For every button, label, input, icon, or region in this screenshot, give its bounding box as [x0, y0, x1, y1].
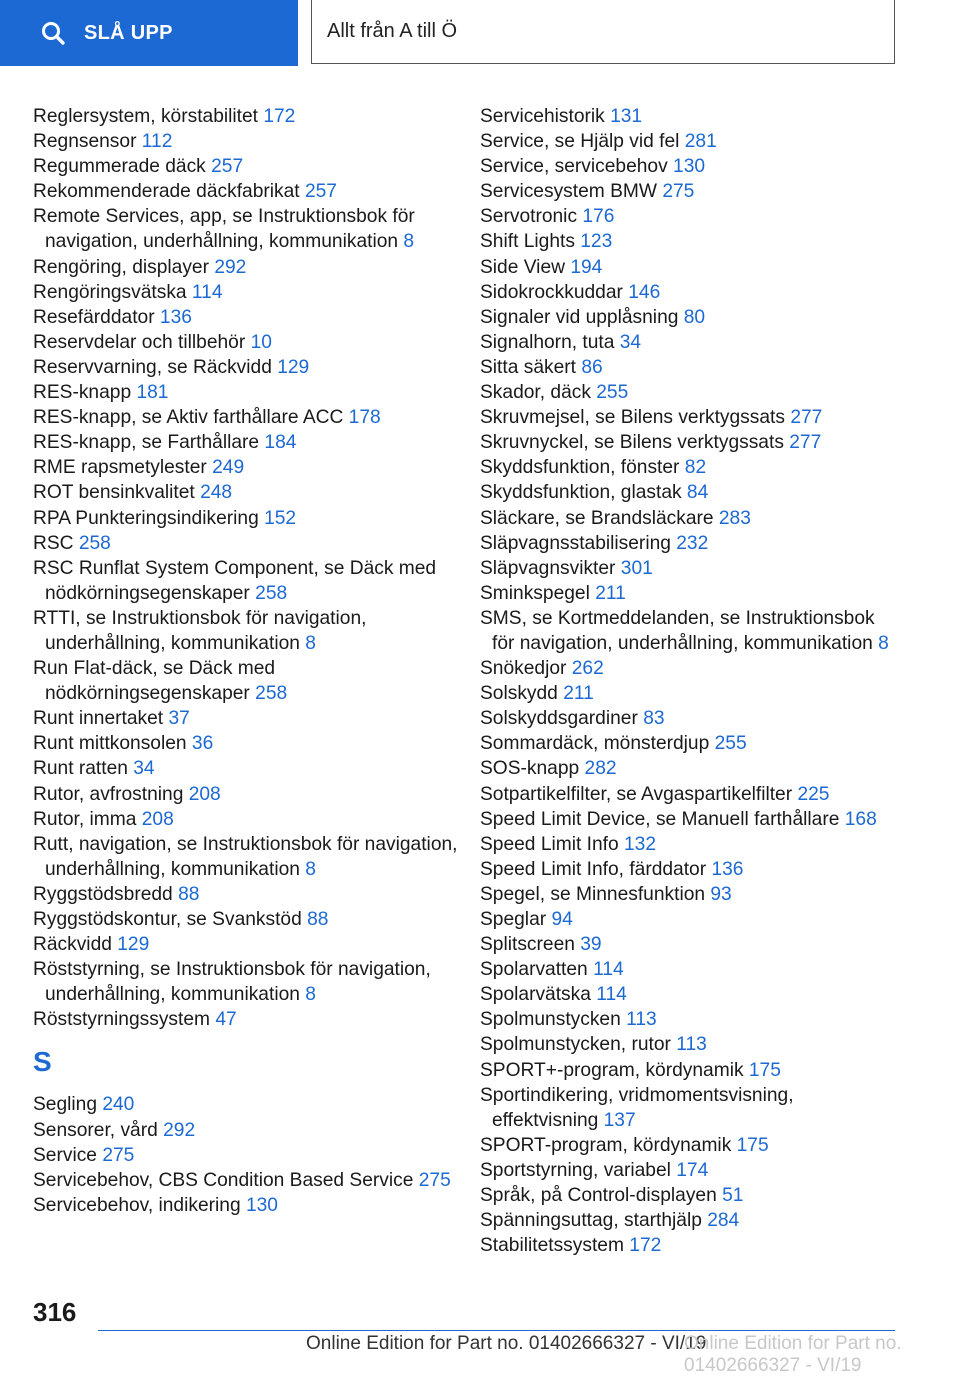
index-entry [33, 556, 458, 606]
index-entry [33, 455, 458, 480]
page-reference-link[interactable]: 292 [163, 1119, 196, 1141]
index-entry-term: Sminkspegel [480, 582, 596, 604]
index-entry-term: Servicebehov, CBS Condition Based Service [33, 1169, 419, 1191]
index-entry [33, 1143, 458, 1168]
page-reference-link[interactable]: 172 [263, 106, 296, 127]
index-entry [33, 807, 458, 832]
watermark: Online Edition for Part no. 01402666327 - VI/19 [684, 1333, 902, 1376]
page-reference-link[interactable]: 83 [643, 708, 665, 730]
index-column-left [33, 104, 458, 1218]
index-entry-term: RME rapsmetylester [33, 457, 213, 479]
page-reference-link[interactable]: 129 [277, 356, 310, 378]
index-entry [480, 882, 900, 907]
index-entry-term: RPA Punkteringsindikering [33, 507, 265, 529]
index-entry-term: Sportindikering, vridmomentsvisning, effektvisning [480, 1084, 794, 1131]
page-reference-link[interactable]: 258 [255, 582, 288, 604]
index-entry [33, 380, 458, 405]
index-list-s-continued [480, 104, 900, 1258]
page-reference-link[interactable]: 113 [626, 1009, 657, 1031]
page-reference-link[interactable]: 175 [748, 1059, 781, 1081]
page-reference-link[interactable]: 301 [620, 557, 653, 579]
page-reference-link[interactable]: 93 [710, 883, 732, 905]
index-entry [33, 129, 458, 154]
index-entry-term: Rekommenderade däckfabrikat [33, 181, 305, 203]
index-entry-term: Sportstyrning, variabel [480, 1159, 677, 1181]
index-entry [480, 1032, 900, 1057]
page-reference-link[interactable]: 277 [790, 407, 823, 429]
page-reference-link[interactable]: 8 [878, 632, 889, 654]
index-entry [480, 506, 900, 531]
index-entry [33, 882, 458, 907]
page-reference-link[interactable]: 257 [304, 181, 337, 203]
page-reference-link[interactable]: 113 [676, 1034, 707, 1056]
index-entry [480, 982, 900, 1007]
index-entry-term: Rengöring, displayer [33, 256, 215, 278]
page-reference-link[interactable]: 123 [580, 231, 613, 253]
index-entry-term: RTTI, se Instruktionsbok för navigation, underhållning, kommunikation [33, 607, 367, 654]
page-reference-link[interactable]: 174 [676, 1159, 709, 1181]
index-entry-term: Spolmunstycken, rutor [480, 1034, 677, 1056]
page-reference-link[interactable]: 258 [255, 683, 288, 705]
page-reference-link[interactable]: 168 [844, 808, 877, 830]
page-reference-link[interactable]: 47 [215, 1009, 237, 1031]
page-reference-link[interactable]: 80 [683, 306, 706, 328]
index-entry [33, 932, 458, 957]
index-entry-term: Sommardäck, mönsterdjup [480, 733, 715, 755]
index-entry-term: Signalhorn, tuta [480, 331, 620, 353]
page-reference-link[interactable]: 249 [212, 457, 245, 479]
index-entry [480, 1007, 900, 1032]
page-reference-link[interactable]: 112 [141, 131, 173, 153]
index-entry [33, 957, 458, 1007]
search-label: SLÅ UPP [84, 21, 173, 44]
page-reference-link[interactable]: 275 [102, 1144, 135, 1166]
page-reference-link[interactable]: 132 [624, 833, 657, 855]
page-reference-link[interactable]: 136 [711, 858, 744, 880]
index-entry [480, 104, 900, 129]
index-entry [480, 129, 900, 154]
index-entry [480, 405, 900, 430]
page-reference-link[interactable]: 34 [133, 758, 155, 780]
index-entry-term: Ryggstödskontur, se Svankstöd [33, 909, 308, 930]
index-entry [33, 1092, 458, 1117]
index-entry [480, 229, 900, 254]
index-entry-term: Service [33, 1144, 103, 1166]
index-entry-term: ROT bensinkvalitet [33, 482, 201, 504]
index-entry [480, 832, 900, 857]
index-entry-term: RES-knapp [33, 382, 137, 404]
index-entry [480, 179, 900, 204]
index-entry-term: Reservdelar och tillbehör [33, 331, 251, 353]
index-entry-term: Skador, däck [480, 382, 597, 404]
index-entry [480, 480, 900, 505]
page-number: 316 [33, 1297, 77, 1327]
index-entry-term: Splitscreen [480, 934, 581, 956]
page-reference-link[interactable]: 275 [418, 1169, 451, 1191]
index-entry-term: Remote Services, app, se Instruktionsbok för navigation, underhållning, kommunikation [33, 206, 415, 253]
index-entry-term: Skruvmejsel, se Bilens verktygssats [480, 407, 791, 429]
page-reference-link[interactable]: 208 [188, 783, 221, 805]
index-entry-term: Spolmunstycken [480, 1009, 627, 1031]
index-entry [33, 606, 458, 656]
page-reference-link[interactable]: 184 [264, 432, 297, 454]
page-reference-link[interactable]: 262 [571, 658, 604, 680]
page-reference-link[interactable]: 114 [191, 281, 223, 303]
index-entry [480, 706, 900, 731]
index-entry [480, 330, 900, 355]
section-letter-s: S [33, 1046, 52, 1078]
index-entry-term: Signaler vid upplåsning [480, 306, 684, 328]
page-reference-link[interactable]: 86 [581, 356, 603, 378]
index-entry-term: SPORT+-program, kördynamik [480, 1059, 749, 1081]
page-reference-link[interactable]: 281 [684, 131, 717, 153]
index-entry [480, 154, 900, 179]
index-entry-term: Speed Limit Device, se Manuell farthållare [480, 808, 845, 830]
index-entry-term: Rengöringsvätska [33, 281, 192, 303]
page-reference-link[interactable]: 88 [307, 909, 329, 930]
index-entry [480, 1183, 900, 1208]
index-entry [480, 1083, 900, 1133]
index-entry [33, 280, 458, 305]
index-entry [33, 154, 458, 179]
page-reference-link[interactable]: 82 [684, 457, 707, 479]
index-entry [33, 330, 458, 355]
index-entry [480, 731, 900, 756]
index-entry [33, 531, 458, 556]
index-entry-term: RES-knapp, se Aktiv farthållare ACC [33, 407, 349, 429]
index-entry [480, 907, 900, 932]
index-entry [480, 355, 900, 380]
index-entry [33, 480, 458, 505]
index-entry [480, 807, 900, 832]
index-list-s [33, 1092, 458, 1217]
index-entry-term: Segling [33, 1094, 103, 1116]
index-entry-term: Runt mittkonsolen [33, 733, 192, 755]
index-entry [480, 957, 900, 982]
page-reference-link[interactable]: 34 [619, 331, 642, 353]
index-entry [480, 1158, 900, 1183]
index-entry-term: Reglersystem, körstabilitet [33, 106, 264, 127]
index-entry [33, 1168, 458, 1193]
index-entry [33, 706, 458, 731]
index-entry [33, 1118, 458, 1143]
index-entry [480, 1058, 900, 1083]
index-entry [33, 405, 458, 430]
index-entry-term: Ryggstödsbredd [33, 883, 179, 905]
page-reference-link[interactable]: 240 [102, 1094, 135, 1116]
index-entry [480, 581, 900, 606]
index-entry-term: Servicehistorik [480, 106, 611, 127]
page-reference-link[interactable]: 255 [714, 733, 747, 755]
page-reference-link[interactable]: 137 [603, 1109, 636, 1131]
index-entry-term: Skyddsfunktion, glastak [480, 482, 687, 504]
page-reference-link[interactable]: 232 [676, 532, 709, 554]
index-entry-term: Spänningsuttag, starthjälp [480, 1210, 708, 1232]
page-reference-link[interactable]: 248 [200, 482, 233, 504]
index-entry-term: Skruvnyckel, se Bilens verktygssats [480, 432, 790, 454]
page-reference-link[interactable]: 255 [596, 382, 629, 404]
page-reference-link[interactable]: 172 [629, 1235, 662, 1257]
index-entry-term: Servicesystem BMW [480, 181, 663, 203]
index-entry [33, 204, 458, 254]
index-entry [33, 731, 458, 756]
index-entry [33, 355, 458, 380]
page-reference-link[interactable]: 277 [789, 432, 822, 454]
page-reference-link[interactable]: 37 [168, 708, 190, 730]
index-entry [480, 204, 900, 229]
page-reference-link[interactable]: 94 [551, 909, 573, 930]
footer-divider [98, 1330, 895, 1331]
a-z-index-link[interactable] [311, 0, 895, 64]
index-entry [480, 1133, 900, 1158]
page-reference-link[interactable]: 131 [610, 106, 643, 127]
index-entry-term: Släckare, se Brandsläckare [480, 507, 719, 529]
top-bar [0, 0, 960, 66]
page-reference-link[interactable]: 8 [403, 231, 415, 253]
index-entry-term: Rutor, imma [33, 808, 142, 830]
index-entry-term: Språk, på Control-displayen [480, 1185, 723, 1207]
page-reference-link[interactable]: 211 [595, 582, 626, 604]
page-reference-link[interactable]: 129 [117, 934, 150, 956]
index-entry-term: Sotpartikelfilter, se Avgaspartikelfilter [480, 783, 798, 805]
index-entry-term: Skyddsfunktion, fönster [480, 457, 685, 479]
page-reference-link[interactable]: 8 [305, 632, 316, 654]
page-reference-link[interactable]: 284 [707, 1210, 740, 1232]
page-reference-link[interactable]: 283 [718, 507, 751, 529]
index-entry-term: Solskyddsgardiner [480, 708, 644, 730]
index-entry-term: Spegel, se Minnesfunktion [480, 883, 711, 905]
index-entry [480, 380, 900, 405]
index-entry-term: Servotronic [480, 206, 583, 228]
index-entry-term: Shift Lights [480, 231, 581, 253]
index-entry-term: Sitta säkert [480, 356, 582, 378]
index-entry-term: Run Flat-däck, se Däck med nödkörningsegenskaper [33, 658, 276, 705]
index-entry-term: Runt ratten [33, 758, 134, 780]
index-entry-term: Släpvagnsstabilisering [480, 532, 677, 554]
index-entry [33, 832, 458, 882]
index-entry [480, 681, 900, 706]
page-reference-link[interactable]: 114 [596, 984, 627, 1006]
index-entry-term: Spolarvätska [480, 984, 597, 1006]
page-reference-link[interactable]: 88 [178, 883, 200, 905]
index-entry-term: Regnsensor [33, 131, 142, 153]
page-reference-link[interactable]: 152 [264, 507, 297, 529]
index-entry [480, 656, 900, 681]
index-entry-term: Resefärddator [33, 306, 160, 328]
index-entry [480, 305, 900, 330]
page-reference-link[interactable]: 10 [250, 331, 272, 353]
a-z-label: Allt från A till Ö [327, 20, 458, 42]
page-reference-link[interactable]: 258 [78, 532, 111, 554]
search-icon [40, 20, 66, 46]
index-entry [33, 1007, 458, 1032]
page-reference-link[interactable]: 8 [305, 984, 316, 1006]
index-entry-term: Stabilitetssystem [480, 1235, 630, 1257]
page-reference-link[interactable]: 181 [136, 382, 169, 404]
page-reference-link[interactable]: 36 [191, 733, 214, 755]
index-entry-term: Rutor, avfrostning [33, 783, 189, 805]
index-entry-term: Runt innertaket [33, 708, 169, 730]
index-entry-term: Släpvagnsvikter [480, 557, 621, 579]
index-entry-term: Rutt, navigation, se Instruktionsbok för navigation, underhållning, kommunikation [33, 833, 458, 880]
index-entry [480, 756, 900, 781]
page-reference-link[interactable]: 114 [593, 959, 624, 981]
index-entry-term: Spolarvatten [480, 959, 594, 981]
page-reference-link[interactable]: 130 [673, 156, 706, 178]
index-entry [33, 907, 458, 932]
index-entry [33, 255, 458, 280]
index-list-r [33, 104, 458, 1032]
index-entry-term: Speglar [480, 909, 552, 930]
page-reference-link[interactable]: 8 [305, 858, 316, 880]
index-entry-term: SMS, se Kortmeddelanden, se Instruktionsbok för navigation, underhållning, kommunikation [480, 607, 879, 654]
index-entry [480, 1208, 900, 1233]
index-entry-term: Speed Limit Info, färddator [480, 858, 712, 880]
index-entry [33, 506, 458, 531]
index-entry [480, 1233, 900, 1258]
index-entry-term: Röststyrning, se Instruktionsbok för navigation, underhållning, kommunikation [33, 959, 431, 1006]
page-reference-link[interactable]: 178 [348, 407, 381, 429]
page-reference-link[interactable]: 175 [736, 1134, 769, 1156]
index-entry-term: Side View [480, 256, 571, 278]
index-entry [480, 255, 900, 280]
index-entry-term: Service, servicebehov [480, 156, 674, 178]
index-entry [480, 280, 900, 305]
page-reference-link[interactable]: 292 [214, 256, 247, 278]
index-entry-term: Räckvidd [33, 934, 118, 956]
index-column-right [480, 104, 900, 1258]
index-entry-term: RSC [33, 532, 79, 554]
search-button[interactable] [0, 0, 298, 66]
page-reference-link[interactable]: 136 [159, 306, 192, 328]
page-reference-link[interactable]: 146 [628, 281, 661, 303]
edition-text: Online Edition for Part no. 01402666327 - VI/19 [306, 1333, 707, 1354]
page-reference-link[interactable]: 282 [584, 758, 617, 780]
page-reference-link[interactable]: 225 [797, 783, 830, 805]
index-entry-term: Servicebehov, indikering [33, 1194, 246, 1216]
index-entry [33, 305, 458, 330]
index-entry [480, 430, 900, 455]
index-entry [480, 857, 900, 882]
page-reference-link[interactable]: 275 [662, 181, 695, 203]
page-reference-link[interactable]: 130 [245, 1194, 278, 1216]
index-entry-term: RSC Runflat System Component, se Däck med nödkörningsegenskaper [33, 557, 437, 604]
index-entry [33, 1193, 458, 1218]
index-entry-term: Solskydd [480, 683, 564, 705]
index-entry [33, 756, 458, 781]
index-entry [33, 782, 458, 807]
index-entry [480, 455, 900, 480]
index-entry-term: Röststyrningssystem [33, 1009, 216, 1031]
index-entry [480, 932, 900, 957]
index-entry [33, 179, 458, 204]
index-entry [33, 656, 458, 706]
index-entry [480, 782, 900, 807]
index-entry-term: RES-knapp, se Farthållare [33, 432, 265, 454]
index-entry-term: Sidokrockkuddar [480, 281, 629, 303]
index-entry [480, 606, 900, 656]
index-entry-term: SOS-knapp [480, 758, 585, 780]
page-reference-link[interactable]: 39 [580, 934, 602, 956]
page-reference-link[interactable]: 194 [570, 256, 603, 278]
index-entry [480, 531, 900, 556]
index-entry-term: Regummerade däck [33, 156, 212, 178]
page-reference-link[interactable]: 51 [722, 1185, 744, 1207]
index-entry-term: Service, se Hjälp vid fel [480, 131, 685, 153]
index-entry [33, 430, 458, 455]
page-reference-link[interactable]: 257 [211, 156, 244, 178]
index-entry-term: Reservvarning, se Räckvidd [33, 356, 278, 378]
index-entry-term: SPORT-program, kördynamik [480, 1134, 737, 1156]
page-reference-link[interactable]: 84 [686, 482, 709, 504]
index-entry-term: Sensorer, vård [33, 1119, 164, 1141]
index-entry-term: Snökedjor [480, 658, 572, 680]
index-entry-term: Speed Limit Info [480, 833, 624, 855]
page-reference-link[interactable]: 208 [141, 808, 174, 830]
index-entry [33, 104, 458, 129]
index-entry [480, 556, 900, 581]
page-reference-link[interactable]: 176 [582, 206, 615, 228]
page-reference-link[interactable]: 211 [563, 683, 594, 705]
